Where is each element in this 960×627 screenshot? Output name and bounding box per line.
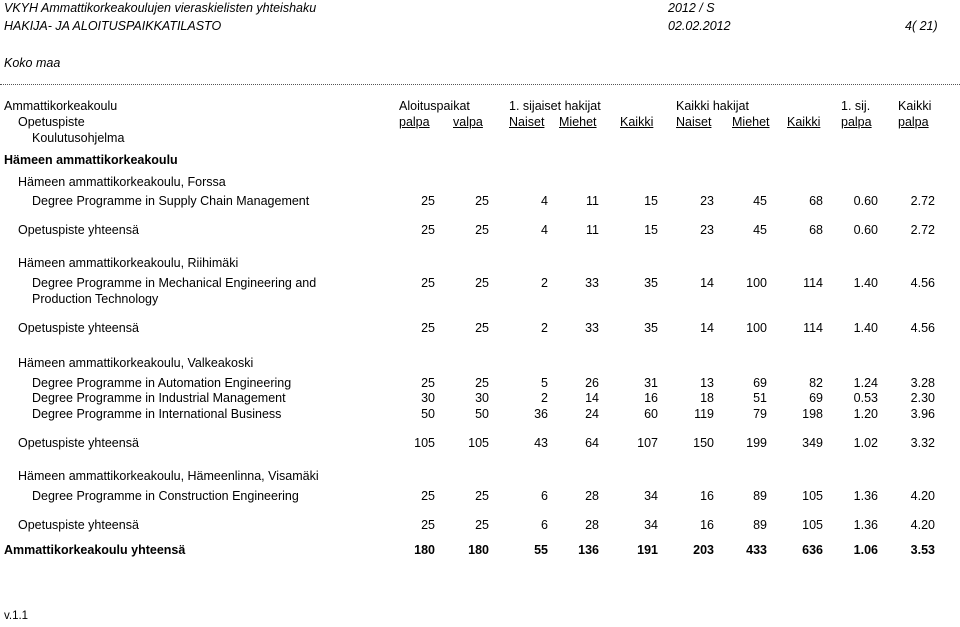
table-cell: 150 [693, 436, 714, 450]
row-label-site: Hämeen ammattikorkeakoulu, Forssa [18, 175, 226, 189]
table-cell: 25 [421, 223, 435, 237]
table-cell: 3.32 [910, 436, 935, 450]
sub-naiset-1: Naiset [509, 115, 545, 129]
report-term: 2012 / S [668, 1, 715, 15]
table-cell: 55 [534, 543, 548, 557]
table-cell: 3.28 [910, 376, 935, 390]
table-cell: 2.30 [910, 391, 935, 405]
table-cell: 23 [700, 194, 714, 208]
table-cell: 433 [746, 543, 767, 557]
table-cell: 4 [541, 223, 548, 237]
table-cell: 105 [468, 436, 489, 450]
table-cell: 25 [475, 376, 489, 390]
table-cell: 43 [534, 436, 548, 450]
table-cell: 107 [637, 436, 658, 450]
table-cell: 198 [802, 407, 823, 421]
table-cell: 119 [694, 407, 714, 421]
table-cell: 25 [421, 489, 435, 503]
table-cell: 26 [585, 376, 599, 390]
table-cell: 33 [585, 321, 599, 335]
row-label-programme: Degree Programme in Supply Chain Management [32, 194, 310, 208]
table-cell: 105 [802, 518, 823, 532]
table-cell: 3.53 [910, 543, 935, 557]
table-cell: 3.96 [910, 407, 935, 421]
table-cell: 64 [585, 436, 599, 450]
sub-kaikki-1: Kaikki [620, 115, 654, 129]
table-cell: 100 [746, 276, 767, 290]
table-cell: 1.36 [853, 489, 878, 503]
col-kaikki-hakijat: Kaikki hakijat [676, 99, 749, 113]
table-cell: 14 [700, 321, 714, 335]
col-opetuspiste: Opetuspiste [18, 115, 85, 129]
table-cell: 2.72 [910, 223, 935, 237]
table-cell: 15 [644, 223, 658, 237]
table-cell: 180 [414, 543, 435, 557]
row-label-programme: Degree Programme in Mechanical Engineering and [32, 276, 317, 290]
col-sijaiset: 1. sijaiset hakijat [509, 99, 601, 113]
table-cell: 25 [475, 518, 489, 532]
table-cell: 51 [753, 391, 767, 405]
table-cell: 636 [802, 543, 823, 557]
table-cell: 31 [644, 376, 658, 390]
table-cell: 34 [644, 489, 658, 503]
table-cell: 105 [802, 489, 823, 503]
table-cell: 25 [475, 194, 489, 208]
table-cell: 35 [644, 276, 658, 290]
sub-kaikki-2: Kaikki [787, 115, 821, 129]
col-aloituspaikat: Aloituspaikat [399, 99, 470, 113]
row-label-total: Opetuspiste yhteensä [18, 436, 139, 450]
table-cell: 50 [475, 407, 489, 421]
table-cell: 68 [809, 223, 823, 237]
sub-naiset-2: Naiset [676, 115, 712, 129]
table-cell: 2.72 [910, 194, 935, 208]
row-label-programme: Degree Programme in Automation Engineering [32, 376, 292, 390]
table-cell: 4 [541, 194, 548, 208]
table-cell: 136 [578, 543, 599, 557]
report-title: VKYH Ammattikorkeakoulujen vieraskielisten yhteishaku [4, 1, 317, 15]
table-cell: 1.40 [853, 276, 878, 290]
table-cell: 11 [586, 223, 599, 237]
page-number: 4( 21) [905, 19, 938, 33]
row-label-cont: Production Technology [32, 292, 159, 306]
table-cell: 4.56 [910, 276, 935, 290]
table-cell: 15 [644, 194, 658, 208]
table-cell: 0.53 [853, 391, 878, 405]
table-cell: 25 [421, 321, 435, 335]
table-cell: 14 [585, 391, 599, 405]
table-cell: 1.02 [853, 436, 878, 450]
table-cell: 6 [541, 518, 548, 532]
col-amk: Ammattikorkeakoulu [4, 99, 118, 113]
table-cell: 100 [746, 321, 767, 335]
table-cell: 68 [809, 194, 823, 208]
table-cell: 30 [475, 391, 489, 405]
table-cell: 191 [637, 543, 658, 557]
table-cell: 1.20 [853, 407, 878, 421]
table-cell: 69 [753, 376, 767, 390]
table-cell: 114 [803, 321, 823, 335]
table-cell: 25 [421, 518, 435, 532]
row-label-site: Hämeen ammattikorkeakoulu, Riihimäki [18, 256, 239, 270]
col-koulutusohjelma: Koulutusohjelma [32, 131, 125, 145]
table-cell: 24 [585, 407, 599, 421]
table-cell: 4.20 [910, 518, 935, 532]
table-cell: 50 [421, 407, 435, 421]
report-date: 02.02.2012 [668, 19, 731, 33]
table-cell: 45 [753, 223, 767, 237]
row-label-total: Opetuspiste yhteensä [18, 518, 139, 532]
col-sij: 1. sij. [841, 99, 871, 113]
table-cell: 2 [541, 321, 548, 335]
region-label: Koko maa [4, 56, 61, 70]
table-cell: 25 [475, 321, 489, 335]
table-cell: 25 [475, 223, 489, 237]
table-cell: 30 [421, 391, 435, 405]
sub-palpa-1: palpa [399, 115, 430, 129]
row-label-programme: Degree Programme in Construction Engineering [32, 489, 299, 503]
institution-name: Hämeen ammattikorkeakoulu [4, 153, 178, 167]
table-cell: 1.06 [853, 543, 878, 557]
row-label-total: Opetuspiste yhteensä [18, 223, 139, 237]
table-cell: 25 [421, 194, 435, 208]
table-cell: 4.20 [910, 489, 935, 503]
table-cell: 5 [541, 376, 548, 390]
table-cell: 14 [700, 276, 714, 290]
table-cell: 82 [809, 376, 823, 390]
table-cell: 28 [585, 489, 599, 503]
table-cell: 1.40 [853, 321, 878, 335]
table-cell: 0.60 [853, 194, 878, 208]
sub-miehet-1: Miehet [559, 115, 597, 129]
table-cell: 203 [693, 543, 714, 557]
table-cell: 25 [475, 489, 489, 503]
table-cell: 180 [468, 543, 489, 557]
table-cell: 18 [700, 391, 714, 405]
table-cell: 6 [541, 489, 548, 503]
table-cell: 23 [700, 223, 714, 237]
table-cell: 1.24 [853, 376, 878, 390]
table-cell: 89 [753, 489, 767, 503]
table-cell: 69 [809, 391, 823, 405]
table-cell: 45 [753, 194, 767, 208]
table-cell: 1.36 [853, 518, 878, 532]
row-label-site: Hämeen ammattikorkeakoulu, Valkeakoski [18, 356, 254, 370]
row-label-site: Hämeen ammattikorkeakoulu, Hämeenlinna, Visamäki [18, 469, 319, 483]
col-kaikki: Kaikki [898, 99, 932, 113]
table-cell: 34 [644, 518, 658, 532]
table-cell: 16 [700, 518, 714, 532]
row-label-programme: Degree Programme in International Business [32, 407, 282, 421]
table-cell: 28 [585, 518, 599, 532]
table-cell: 2 [541, 391, 548, 405]
row-label-total: Opetuspiste yhteensä [18, 321, 139, 335]
table-cell: 105 [414, 436, 435, 450]
sub-valpa: valpa [453, 115, 483, 129]
report-subtitle: HAKIJA- JA ALOITUSPAIKKATILASTO [4, 19, 222, 33]
header-divider [0, 84, 960, 85]
sub-palpa-3: palpa [898, 115, 929, 129]
table-cell: 114 [803, 276, 823, 290]
table-cell: 16 [700, 489, 714, 503]
sub-palpa-2: palpa [841, 115, 872, 129]
table-cell: 349 [802, 436, 823, 450]
table-cell: 11 [586, 194, 599, 208]
table-cell: 89 [753, 518, 767, 532]
table-cell: 79 [753, 407, 767, 421]
table-cell: 199 [746, 436, 767, 450]
row-label-grand: Ammattikorkeakoulu yhteensä [4, 543, 186, 557]
table-cell: 0.60 [853, 223, 878, 237]
table-cell: 2 [541, 276, 548, 290]
table-cell: 33 [585, 276, 599, 290]
table-cell: 35 [644, 321, 658, 335]
table-cell: 4.56 [910, 321, 935, 335]
table-cell: 25 [475, 276, 489, 290]
table-cell: 36 [534, 407, 548, 421]
table-cell: 16 [644, 391, 658, 405]
table-cell: 60 [644, 407, 658, 421]
sub-miehet-2: Miehet [732, 115, 770, 129]
version-label: v.1.1 [4, 610, 29, 622]
table-cell: 13 [700, 376, 714, 390]
table-cell: 25 [421, 376, 435, 390]
table-cell: 25 [421, 276, 435, 290]
row-label-programme: Degree Programme in Industrial Management [32, 391, 286, 405]
